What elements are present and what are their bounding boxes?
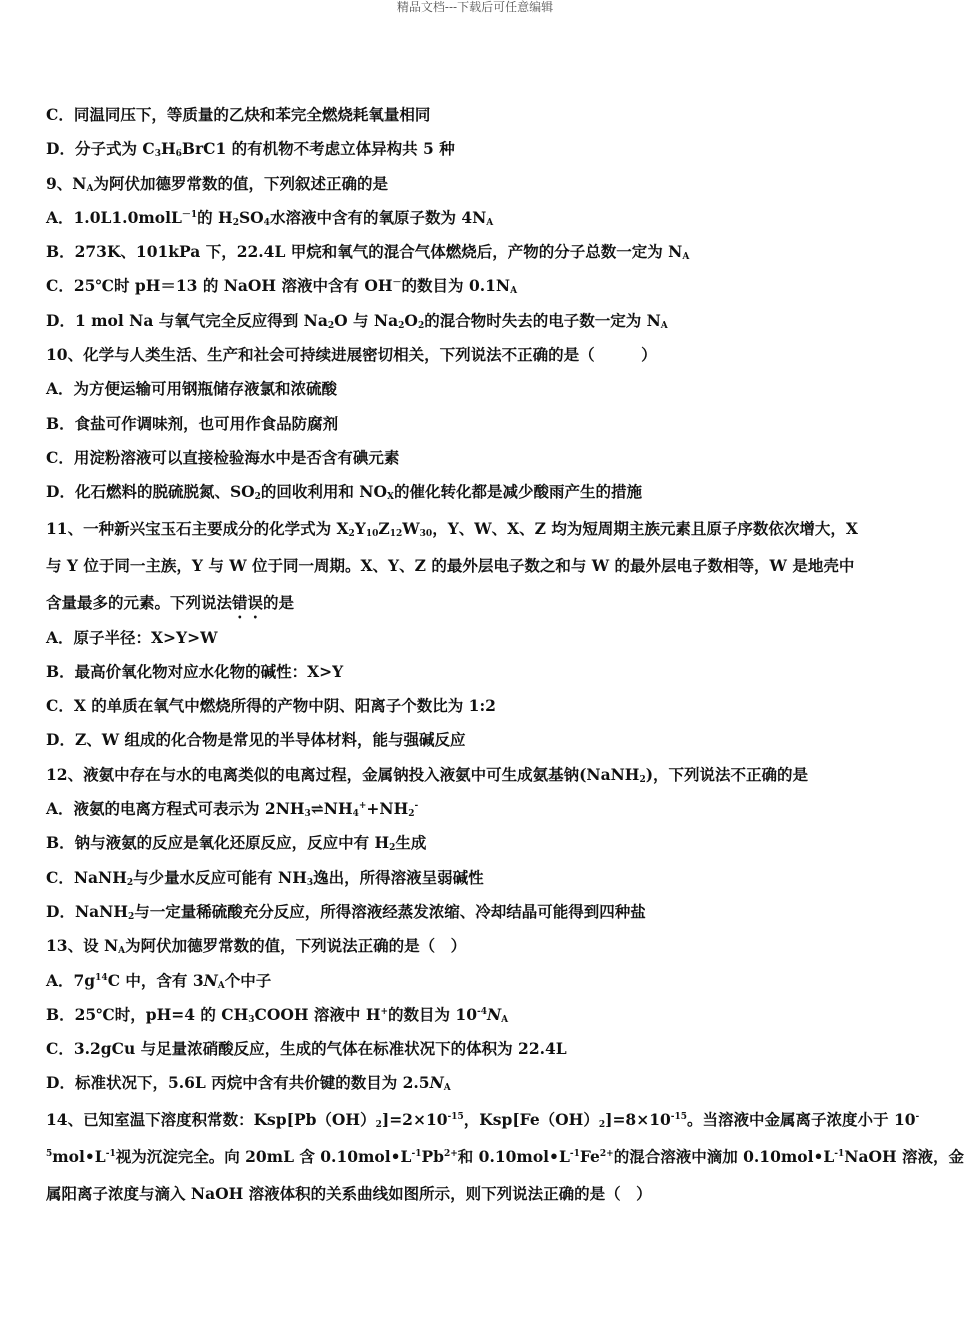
option-10b: B．食盐可作调味剂，也可用作食品防腐剂 xyxy=(46,413,339,433)
question-11-line-1: 11、一种新兴宝玉石主要成分的化学式为 $X_2Y_{10}Z_{12}W_{30}$，Y、W、X、Z 均为短周期主族元素且原子序数依次增大，X xyxy=(46,518,858,539)
option-9a: A．1.0L1.0molL$^{-1}$的 $H_2SO_4$水溶液中含有的氧原子数为 $4N_A$ xyxy=(46,207,494,228)
question-13: 13、设 $N_A$为阿伏加德罗常数的值，下列说法正确的是（ ） xyxy=(46,936,467,957)
document-body xyxy=(46,98,964,1212)
question-14-line-3: 属阳离子浓度与滴入 NaOH 溶液体积的关系曲线如图所示，则下列说法正确的是（ ） xyxy=(46,1183,652,1203)
question-11-line-2: 与 Y 位于同一主族，Y 与 W 位于同一周期。X、Y、Z 的最外层电子数之和与 W 的最外层电子数相等，W 是地壳中 xyxy=(46,555,855,575)
option-11d: D．Z、W 组成的化合物是常见的半导体材料，能与强碱反应 xyxy=(46,730,466,750)
option-9c: C．25℃时 pH＝13 的 NaOH 溶液中含有 OH－的数目为 $0.1N_A$ xyxy=(46,276,518,297)
option-13c: C．3.2gCu 与足量浓硝酸反应，生成的气体在标准状况下的体积为 22.4L xyxy=(46,1039,567,1059)
page-header: 精品文档---下载后可任意编辑 xyxy=(396,0,554,14)
option-13d: D．标准状况下，5.6L 丙烷中含有共价键的数目为 $2.5N_A$ xyxy=(46,1073,451,1094)
question-11 xyxy=(46,510,902,621)
option-11b: B．最高价氧化物对应水化物的碱性：X>Y xyxy=(46,661,344,681)
question-10: 10、化学与人类生活、生产和社会可持续进展密切相关，下列说法不正确的是（ ） xyxy=(46,345,657,365)
option-8c: C．同温同压下，等质量的乙炔和苯完全燃烧耗氧量相同 xyxy=(46,105,431,124)
option-12d: D．NaNH$_2$与一定量稀硫酸充分反应，所得溶液经蒸发浓缩、冷却结晶可能得到四种盐 xyxy=(46,901,646,922)
question-9: 9、$N_A$为阿伏加德罗常数的值，下列叙述正确的是 xyxy=(46,173,388,194)
emphasis-error: 错误 xyxy=(232,592,264,612)
option-8d: D．分子式为 $C_3H_6BrC1$ 的有机物不考虑立体异构共 5 种 xyxy=(46,139,455,160)
option-9d: D．1 mol Na 与氧气完全反应得到 $Na_2O$ 与 $Na_2O_2$的混合物时失去的电子数一定为 $N_A$ xyxy=(46,310,668,331)
option-13b: B．25℃时，pH=4 的 $CH_3COOH$ 溶液中 H+的数目为 $10^{-4}N_A$ xyxy=(46,1004,509,1025)
option-12a: A．液氨的电离方程式可表示为 $2NH_3\rightleftharpoons NH_4^++NH_2^-$ xyxy=(46,799,419,820)
question-14 xyxy=(46,1101,964,1212)
question-12: 12、液氨中存在与水的电离类似的电离过程，金属钠投入液氨中可生成氨基钠(NaNH$_2$)，下列说法不正确的是 xyxy=(46,764,809,785)
option-12c: C．NaNH$_2$与少量水反应可能有 $NH_3$逸出，所得溶液呈弱碱性 xyxy=(46,867,484,888)
option-11c: C．X 的单质在氧气中燃烧所得的产物中阴、阳离子个数比为 1:2 xyxy=(46,696,496,716)
option-10c: C．用淀粉溶液可以直接检验海水中是否含有碘元素 xyxy=(46,447,400,467)
option-9b: B．273K、101kPa 下，22.4L 甲烷和氧气的混合气体燃烧后，产物的分子总数一定为 $N_A$ xyxy=(46,242,690,263)
option-10a: A．为方便运输可用钢瓶储存液氯和浓硫酸 xyxy=(46,379,338,399)
option-12b: B．钠与液氨的反应是氧化还原反应，反应中有 $H_2$生成 xyxy=(46,833,427,854)
question-14-line-1: 14、已知室温下溶度积常数：$Ksp[Pb(OH)_2]=2\times 10^{-15}$，$Ksp[Fe(OH)_2]=8\times 10^{-15}$。当溶液中金属离子浓度小于 10- xyxy=(46,1109,920,1130)
question-14-line-2: $^5mol•L^{-1}$视为沉淀完全。向 20mL 含 $0.10mol•L^{-1}Pb^{2+}$和 $0.10mol•L^{-1}Fe^{2+}$的混合溶液中滴加 $0.10mol•L^{-1}NaOH$ 溶液，金 xyxy=(46,1146,964,1166)
option-10d: D．化石燃料的脱硫脱氮、$SO_2$的回收利用和 $NO_X$的催化转化都是减少酸雨产生的措施 xyxy=(46,482,642,503)
question-11-line-3: 含量最多的元素。下列说法错误的是 xyxy=(46,592,295,612)
option-11a: A．原子半径：X>Y>W xyxy=(46,627,218,647)
option-13a: A．$7g^{14}C$ 中，含有 $3N_A$个中子 xyxy=(46,970,272,991)
